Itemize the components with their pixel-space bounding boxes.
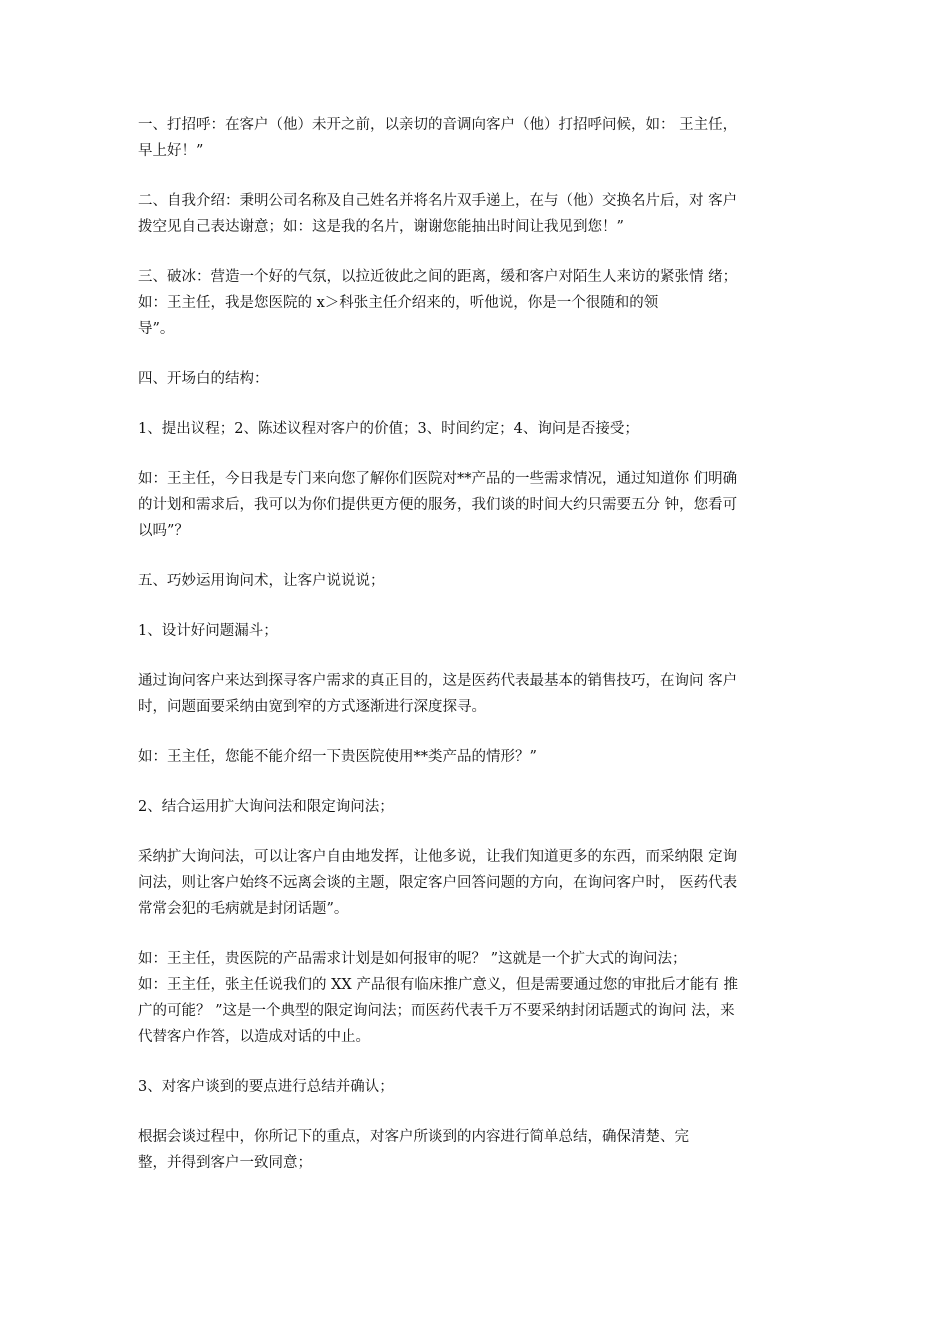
- paragraph-agenda-steps: [138, 416, 812, 442]
- text-line: 2、结合运用扩大询问法和限定询问法；: [138, 799, 394, 815]
- text-line: 以吗”？: [138, 523, 189, 539]
- paragraph-greeting: [138, 112, 812, 164]
- text-line: 三、破冰：营造一个好的气氛，以拉近彼此之间的距离，缓和客户对陌生人来访的紧张情 绪；: [138, 269, 738, 285]
- text-line: 3、对客户谈到的要点进行总结并确认；: [138, 1079, 394, 1095]
- text-line: 整，并得到客户一致同意；: [138, 1155, 312, 1171]
- text-line: 通过询问客户来达到探寻客户需求的真正目的，这是医药代表最基本的销售技巧，在询问 客户: [138, 673, 738, 689]
- paragraph-summarize-body: [138, 1124, 812, 1176]
- text-line: 五、巧妙运用询问术，让客户说说说；: [138, 573, 385, 589]
- text-line: 1、提出议程；2、陈述议程对客户的价值；3、时间约定；4、询问是否接受；: [138, 421, 639, 437]
- section-heading-opening-structure: [138, 366, 812, 392]
- paragraph-funnel-body: [138, 668, 812, 720]
- subheading-summarize-confirm: [138, 1074, 812, 1100]
- text-line: 早上好！”: [138, 143, 204, 159]
- text-line: 四、开场白的结构：: [138, 371, 269, 387]
- text-line: 根据会谈过程中，你所记下的重点，对客户所谈到的内容进行简单总结，确保清楚、完: [138, 1129, 689, 1145]
- text-line: 采纳扩大询问法，可以让客户自由地发挥，让他多说，让我们知道更多的东西，而采纳限 定询: [138, 849, 738, 865]
- paragraph-funnel-example: [138, 744, 812, 770]
- text-line: 常常会犯的毛病就是封闭话题”。: [138, 901, 349, 917]
- text-line: 如：王主任，今日我是专门来向您了解你们医院对**产品的一些需求情况，通过知道你 们明确: [138, 471, 738, 487]
- text-line: 广的可能？ ”这是一个典型的限定询问法；而医药代表千万不要采纳封闭话题式的询问 法，来: [138, 1003, 735, 1019]
- text-line: 如：王主任，您能不能介绍一下贵医院使用**类产品的情形？”: [138, 749, 537, 765]
- text-line: 导”。: [138, 321, 175, 337]
- paragraph-icebreak: [138, 264, 812, 342]
- paragraph-agenda-example: [138, 466, 812, 544]
- text-line: 拨空见自己表达谢意；如：这是我的名片，谢谢您能抽出时间让我见到您！”: [138, 219, 624, 235]
- text-line: 1、设计好问题漏斗；: [138, 623, 278, 639]
- paragraph-open-closed-body: [138, 844, 812, 922]
- paragraph-open-closed-examples: [138, 946, 812, 1050]
- text-line: 如：王主任，贵医院的产品需求计划是如何报审的呢？ ”这就是一个扩大式的询问法；: [138, 951, 687, 967]
- section-heading-inquiry: [138, 568, 812, 594]
- paragraph-self-intro: [138, 188, 812, 240]
- subheading-open-closed-questions: [138, 794, 812, 820]
- text-line: 的计划和需求后，我可以为你们提供更方便的服务，我们谈的时间大约只需要五分 钟，您看可: [138, 497, 738, 513]
- text-line: 一、打招呼：在客户（他）未开之前，以亲切的音调向客户（他）打招呼问候，如： 王主任，: [138, 117, 738, 133]
- text-line: 如：王主任，我是您医院的 x＞科张主任介绍来的，听他说，你是一个很随和的领: [138, 295, 659, 311]
- document-body: [138, 112, 812, 1176]
- text-line: 如：王主任，张主任说我们的 XX 产品很有临床推广意义，但是需要通过您的审批后才能有 推: [138, 977, 738, 993]
- text-line: 时，问题面要采纳由宽到窄的方式逐渐进行深度探寻。: [138, 699, 486, 715]
- text-line: 问法，则让客户始终不远离会谈的主题，限定客户回答问题的方向，在询问客户时， 医药代表: [138, 875, 738, 891]
- text-line: 二、自我介绍：秉明公司名称及自己姓名并将名片双手递上，在与（他）交换名片后，对 客户: [138, 193, 738, 209]
- text-line: 代替客户作答，以造成对话的中止。: [138, 1029, 370, 1045]
- subheading-question-funnel: [138, 618, 812, 644]
